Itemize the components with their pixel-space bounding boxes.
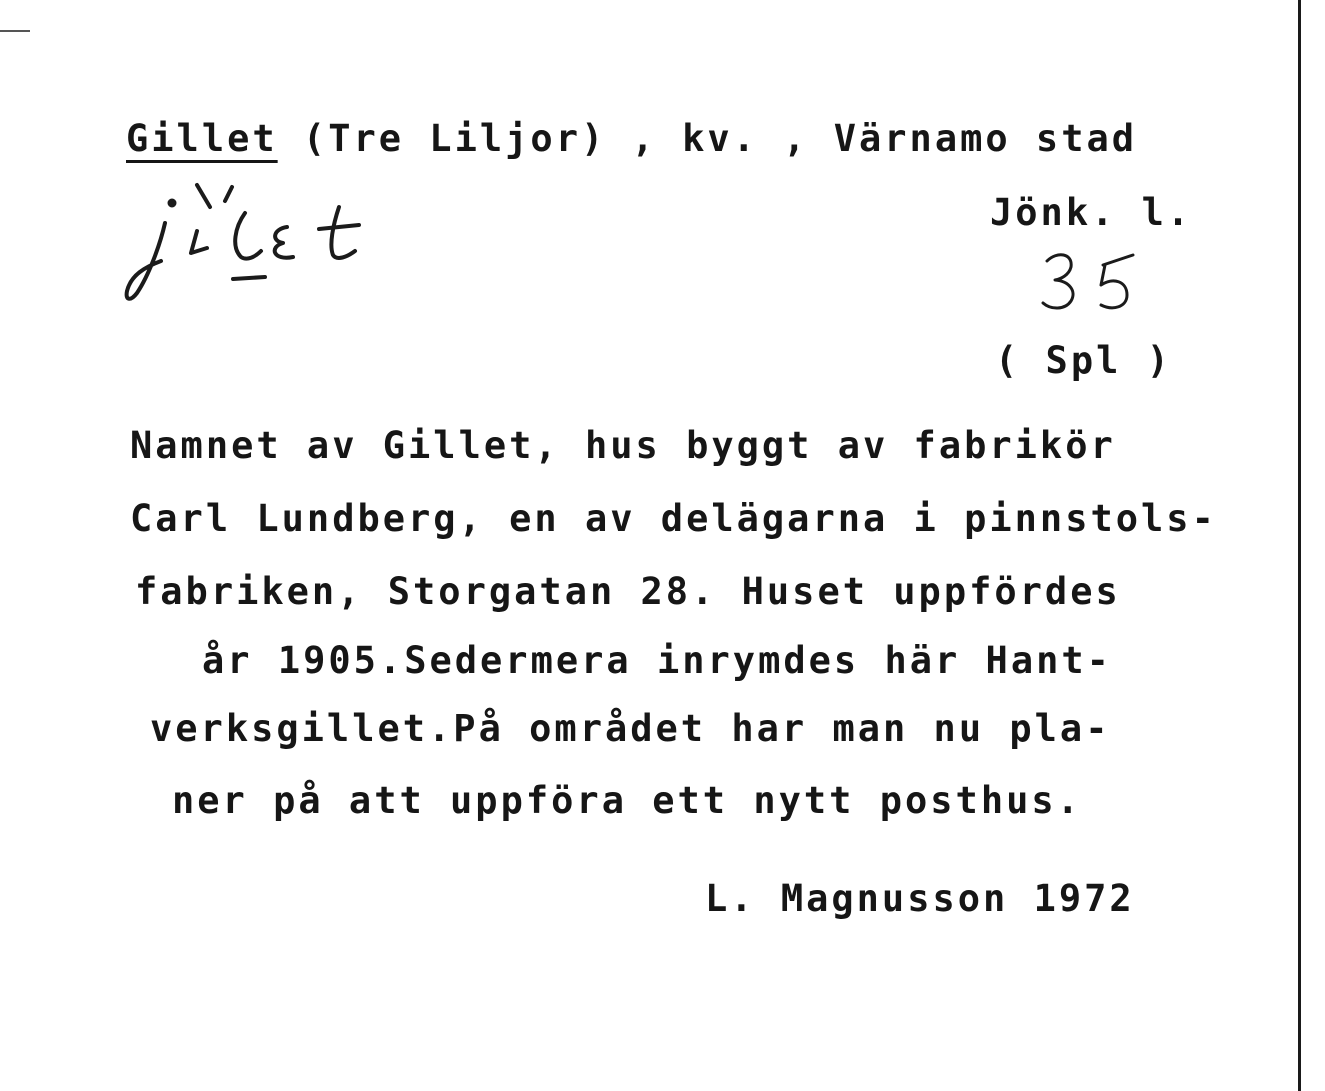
county-label: Jönk. l.: [990, 191, 1193, 234]
card-right-edge: [1298, 0, 1301, 1091]
handwritten-pronunciation: [115, 175, 385, 315]
heading-details: (Tre Liljor) , kv. , Värnamo stad: [277, 117, 1138, 160]
signature: L. Magnusson 1972: [705, 877, 1135, 920]
body-line-5: verksgillet.På området har man nu pla-: [150, 707, 1111, 750]
card-heading: [126, 117, 1138, 160]
card-corner-mark: [0, 30, 30, 32]
heading-place-name: Gillet: [126, 117, 278, 160]
body-line-6: ner på att uppföra ett nytt posthus.: [172, 779, 1082, 822]
body-line-2: Carl Lundberg, en av delägarna i pinnstols-: [130, 497, 1217, 540]
body-line-4: år 1905.Sedermera inrymdes här Hant-: [202, 639, 1112, 682]
body-line-3: fabriken, Storgatan 28. Huset uppfördes: [135, 570, 1121, 613]
handwritten-number: [1035, 245, 1145, 320]
classification-code: ( Spl ): [995, 339, 1172, 382]
body-line-1: Namnet av Gillet, hus byggt av fabrikör: [130, 424, 1116, 467]
